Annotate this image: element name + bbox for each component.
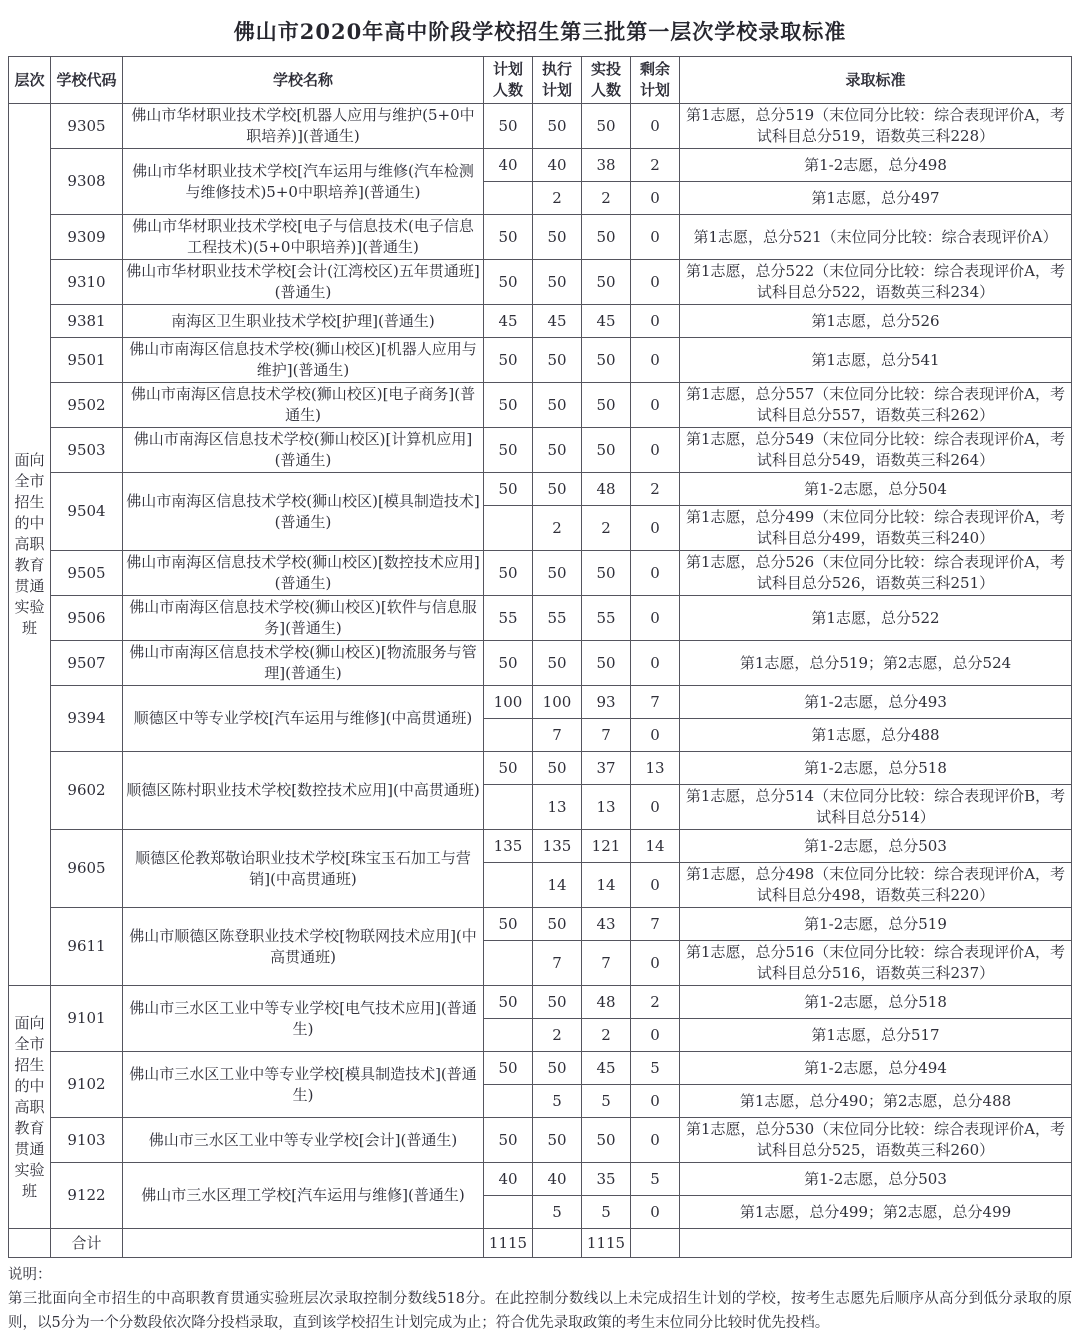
school-code-cell: 9122 [51, 1163, 123, 1229]
table-row [9, 305, 1072, 338]
plan-count-cell: 40 [484, 149, 533, 182]
admission-standard-cell: 第1-2志愿，总分503 [680, 830, 1072, 863]
admission-standard-cell: 第1志愿，总分517 [680, 1019, 1072, 1052]
plan-count-cell: 40 [484, 1163, 533, 1196]
total-label-cell: 合计 [51, 1229, 123, 1258]
actual-count-cell: 7 [582, 941, 631, 986]
actual-count-cell: 35 [582, 1163, 631, 1196]
remaining-cell: 0 [631, 641, 680, 686]
school-name-cell: 佛山市华材职业技术学校[汽车运用与维修(汽车检测与维修技术)5+0中职培养](普通生) [123, 149, 484, 215]
plan-count-cell [484, 863, 533, 908]
school-name-cell: 顺德区伦教郑敬诒职业技术学校[珠宝玉石加工与营销](中高贯通班) [123, 830, 484, 908]
table-row [9, 986, 1072, 1019]
notes-text: 第三批面向全市招生的中高职教育贯通实验班层次录取控制分数线518分。在此控制分数线以上未完成招生计划的学校，按考生志愿先后顺序从高分到低分录取的原则，以5分为一个分数段依次降分投档录取，直到该学校招生计划完成为止；符合优先录取政策的考生末位同分比较时优先投档。 [8, 1291, 1072, 1331]
admission-standard-cell: 第1-2志愿，总分519 [680, 908, 1072, 941]
school-code-cell: 9101 [51, 986, 123, 1052]
admission-standard-cell: 第1志愿，总分499（末位同分比较：综合表现评价A，考试科目总分499，语数英三科240） [680, 506, 1072, 551]
remaining-cell: 0 [631, 305, 680, 338]
remaining-cell: 0 [631, 551, 680, 596]
plan-count-cell: 50 [484, 1052, 533, 1085]
school-code-cell: 9309 [51, 215, 123, 260]
admission-standard-cell: 第1-2志愿，总分504 [680, 473, 1072, 506]
admission-standard-cell: 第1-2志愿，总分518 [680, 752, 1072, 785]
actual-count-cell: 2 [582, 1019, 631, 1052]
plan-count-cell: 50 [484, 1118, 533, 1163]
exec-plan-cell: 50 [533, 551, 582, 596]
school-code-cell: 9611 [51, 908, 123, 986]
actual-count-cell: 48 [582, 473, 631, 506]
school-code-cell: 9504 [51, 473, 123, 551]
remaining-cell: 0 [631, 506, 680, 551]
plan-count-cell: 50 [484, 338, 533, 383]
plan-count-cell [484, 719, 533, 752]
table-row [9, 215, 1072, 260]
plan-count-cell [484, 182, 533, 215]
school-name-cell: 佛山市南海区信息技术学校(狮山校区)[数控技术应用](普通生) [123, 551, 484, 596]
exec-plan-cell: 50 [533, 1052, 582, 1085]
remaining-cell: 7 [631, 908, 680, 941]
school-name-cell: 佛山市华材职业技术学校[电子与信息技术(电子信息工程技术)(5+0中职培养)](普通生) [123, 215, 484, 260]
header-remaining-plan: 剩余计划 [631, 57, 680, 104]
plan-count-cell: 50 [484, 908, 533, 941]
table-row [9, 1163, 1072, 1196]
plan-count-cell [484, 1085, 533, 1118]
exec-plan-cell: 5 [533, 1085, 582, 1118]
admission-standard-cell: 第1志愿，总分519；第2志愿，总分524 [680, 641, 1072, 686]
school-name-cell: 佛山市三水区工业中等专业学校[会计](普通生) [123, 1118, 484, 1163]
school-name-cell: 佛山市华材职业技术学校[机器人应用与维护(5+0中职培养)](普通生) [123, 104, 484, 149]
exec-plan-cell: 50 [533, 338, 582, 383]
actual-count-cell: 45 [582, 305, 631, 338]
header-school-name: 学校名称 [123, 57, 484, 104]
plan-count-cell: 50 [484, 383, 533, 428]
school-code-cell: 9381 [51, 305, 123, 338]
admission-standard-cell: 第1志愿，总分541 [680, 338, 1072, 383]
admission-standard-cell: 第1志愿，总分549（末位同分比较：综合表现评价A，考试科目总分549，语数英三科264） [680, 428, 1072, 473]
exec-plan-cell: 50 [533, 908, 582, 941]
school-name-cell: 佛山市三水区理工学校[汽车运用与维修](普通生) [123, 1163, 484, 1229]
total-remain-cell [631, 1229, 680, 1258]
header-actual-count: 实投人数 [582, 57, 631, 104]
remaining-cell: 0 [631, 1118, 680, 1163]
plan-count-cell: 50 [484, 551, 533, 596]
plan-count-cell: 50 [484, 215, 533, 260]
school-code-cell: 9308 [51, 149, 123, 215]
school-code-cell: 9394 [51, 686, 123, 752]
school-code-cell: 9503 [51, 428, 123, 473]
exec-plan-cell: 50 [533, 641, 582, 686]
actual-count-cell: 7 [582, 719, 631, 752]
school-code-cell: 9310 [51, 260, 123, 305]
table-row [9, 428, 1072, 473]
table-row [9, 908, 1072, 941]
total-level-cell [9, 1229, 51, 1258]
exec-plan-cell: 7 [533, 941, 582, 986]
actual-count-cell: 50 [582, 104, 631, 149]
remaining-cell: 2 [631, 986, 680, 1019]
table-row [9, 1052, 1072, 1085]
admission-standard-cell: 第1志愿，总分498（末位同分比较：综合表现评价A，考试科目总分498，语数英三科220） [680, 863, 1072, 908]
remaining-cell: 0 [631, 428, 680, 473]
level-cell: 面向全市招生的中高职教育贯通实验班 [9, 104, 51, 986]
school-code-cell: 9602 [51, 752, 123, 830]
exec-plan-cell: 100 [533, 686, 582, 719]
exec-plan-cell: 14 [533, 863, 582, 908]
school-name-cell: 佛山市顺德区陈登职业技术学校[物联网技术应用](中高贯通班) [123, 908, 484, 986]
table-row [9, 686, 1072, 719]
plan-count-cell [484, 1196, 533, 1229]
admission-standard-cell: 第1志愿，总分499；第2志愿，总分499 [680, 1196, 1072, 1229]
actual-count-cell: 50 [582, 641, 631, 686]
page-title: 佛山市2020年高中阶段学校招生第三批第一层次学校录取标准 [233, 19, 847, 44]
actual-count-cell: 50 [582, 383, 631, 428]
remaining-cell: 0 [631, 719, 680, 752]
school-code-cell: 9501 [51, 338, 123, 383]
admission-standard-cell: 第1-2志愿，总分494 [680, 1052, 1072, 1085]
table-row [9, 641, 1072, 686]
school-name-cell: 佛山市三水区工业中等专业学校[模具制造技术](普通生) [123, 1052, 484, 1118]
actual-count-cell: 5 [582, 1085, 631, 1118]
exec-plan-cell: 5 [533, 1196, 582, 1229]
remaining-cell: 5 [631, 1163, 680, 1196]
remaining-cell: 2 [631, 149, 680, 182]
exec-plan-cell: 50 [533, 473, 582, 506]
actual-count-cell: 50 [582, 428, 631, 473]
actual-count-cell: 14 [582, 863, 631, 908]
exec-plan-cell: 40 [533, 1163, 582, 1196]
school-name-cell: 佛山市南海区信息技术学校(狮山校区)[计算机应用](普通生) [123, 428, 484, 473]
school-code-cell: 9103 [51, 1118, 123, 1163]
level-cell: 面向全市招生的中高职教育贯通实验班 [9, 986, 51, 1229]
total-plan-cell: 1115 [484, 1229, 533, 1258]
exec-plan-cell: 50 [533, 260, 582, 305]
plan-count-cell: 50 [484, 260, 533, 305]
total-exec-cell [533, 1229, 582, 1258]
exec-plan-cell: 2 [533, 506, 582, 551]
exec-plan-cell: 50 [533, 986, 582, 1019]
remaining-cell: 0 [631, 215, 680, 260]
table-row [9, 1118, 1072, 1163]
school-code-cell: 9507 [51, 641, 123, 686]
exec-plan-cell: 2 [533, 182, 582, 215]
exec-plan-cell: 50 [533, 104, 582, 149]
exec-plan-cell: 50 [533, 428, 582, 473]
exec-plan-cell: 55 [533, 596, 582, 641]
actual-count-cell: 38 [582, 149, 631, 182]
table-row [9, 596, 1072, 641]
total-actual-cell: 1115 [582, 1229, 631, 1258]
remaining-cell: 0 [631, 260, 680, 305]
notes-section [8, 1263, 1072, 1335]
actual-count-cell: 2 [582, 182, 631, 215]
remaining-cell: 5 [631, 1052, 680, 1085]
table-row [9, 149, 1072, 182]
school-name-cell: 顺德区中等专业学校[汽车运用与维修](中高贯通班) [123, 686, 484, 752]
remaining-cell: 0 [631, 941, 680, 986]
table-row [9, 383, 1072, 428]
admission-standard-cell: 第1志愿，总分522 [680, 596, 1072, 641]
remaining-cell: 0 [631, 1019, 680, 1052]
actual-count-cell: 50 [582, 551, 631, 596]
plan-count-cell [484, 941, 533, 986]
actual-count-cell: 93 [582, 686, 631, 719]
actual-count-cell: 37 [582, 752, 631, 785]
school-code-cell: 9605 [51, 830, 123, 908]
remaining-cell: 0 [631, 863, 680, 908]
exec-plan-cell: 50 [533, 383, 582, 428]
exec-plan-cell: 135 [533, 830, 582, 863]
admission-standard-cell: 第1志愿，总分519（末位同分比较：综合表现评价A，考试科目总分519，语数英三科228） [680, 104, 1072, 149]
plan-count-cell: 100 [484, 686, 533, 719]
school-name-cell: 佛山市南海区信息技术学校(狮山校区)[软件与信息服务](普通生) [123, 596, 484, 641]
exec-plan-cell: 50 [533, 215, 582, 260]
admission-standard-cell: 第1-2志愿，总分518 [680, 986, 1072, 1019]
admission-standard-cell: 第1志愿，总分557（末位同分比较：综合表现评价A，考试科目总分557，语数英三科262） [680, 383, 1072, 428]
header-school-code: 学校代码 [51, 57, 123, 104]
total-row [9, 1229, 1072, 1258]
school-name-cell: 佛山市三水区工业中等专业学校[电气技术应用](普通生) [123, 986, 484, 1052]
remaining-cell: 2 [631, 473, 680, 506]
actual-count-cell: 43 [582, 908, 631, 941]
actual-count-cell: 13 [582, 785, 631, 830]
school-name-cell: 佛山市南海区信息技术学校(狮山校区)[机器人应用与维护](普通生) [123, 338, 484, 383]
plan-count-cell: 45 [484, 305, 533, 338]
remaining-cell: 0 [631, 785, 680, 830]
actual-count-cell: 50 [582, 215, 631, 260]
school-name-cell: 佛山市南海区信息技术学校(狮山校区)[物流服务与管理](普通生) [123, 641, 484, 686]
notes-label: 说明： [8, 1267, 52, 1283]
table-row [9, 551, 1072, 596]
table-row [9, 752, 1072, 785]
total-standard-cell [680, 1229, 1072, 1258]
admission-standard-cell: 第1志愿，总分490；第2志愿，总分488 [680, 1085, 1072, 1118]
table-row [9, 260, 1072, 305]
school-code-cell: 9506 [51, 596, 123, 641]
plan-count-cell: 50 [484, 641, 533, 686]
school-name-cell: 佛山市南海区信息技术学校(狮山校区)[模具制造技术](普通生) [123, 473, 484, 551]
actual-count-cell: 50 [582, 1118, 631, 1163]
plan-count-cell: 135 [484, 830, 533, 863]
admission-standard-cell: 第1志愿，总分516（末位同分比较：综合表现评价A，考试科目总分516，语数英三科237） [680, 941, 1072, 986]
school-code-cell: 9505 [51, 551, 123, 596]
admission-standards-table [8, 56, 1072, 1258]
admission-standard-cell: 第1-2志愿，总分493 [680, 686, 1072, 719]
exec-plan-cell: 7 [533, 719, 582, 752]
school-code-cell: 9102 [51, 1052, 123, 1118]
admission-standard-cell: 第1志愿，总分530（末位同分比较：综合表现评价A，考试科目总分525，语数英三科260） [680, 1118, 1072, 1163]
table-row [9, 338, 1072, 383]
plan-count-cell: 50 [484, 473, 533, 506]
plan-count-cell: 50 [484, 986, 533, 1019]
actual-count-cell: 55 [582, 596, 631, 641]
exec-plan-cell: 45 [533, 305, 582, 338]
plan-count-cell [484, 1019, 533, 1052]
remaining-cell: 0 [631, 1085, 680, 1118]
exec-plan-cell: 50 [533, 752, 582, 785]
exec-plan-cell: 2 [533, 1019, 582, 1052]
plan-count-cell: 50 [484, 752, 533, 785]
actual-count-cell: 2 [582, 506, 631, 551]
remaining-cell: 0 [631, 338, 680, 383]
school-name-cell: 佛山市华材职业技术学校[会计(江湾校区)五年贯通班](普通生) [123, 260, 484, 305]
remaining-cell: 13 [631, 752, 680, 785]
remaining-cell: 7 [631, 686, 680, 719]
table-header-row [9, 57, 1072, 104]
actual-count-cell: 45 [582, 1052, 631, 1085]
plan-count-cell: 50 [484, 428, 533, 473]
admission-standard-cell: 第1志愿，总分526（末位同分比较：综合表现评价A，考试科目总分526，语数英三科251） [680, 551, 1072, 596]
school-name-cell: 南海区卫生职业技术学校[护理](普通生) [123, 305, 484, 338]
admission-standard-cell: 第1志愿，总分497 [680, 182, 1072, 215]
table-row [9, 473, 1072, 506]
header-exec-plan: 执行计划 [533, 57, 582, 104]
header-admission-standard: 录取标准 [680, 57, 1072, 104]
school-code-cell: 9305 [51, 104, 123, 149]
plan-count-cell: 55 [484, 596, 533, 641]
exec-plan-cell: 13 [533, 785, 582, 830]
admission-standard-cell: 第1志愿，总分488 [680, 719, 1072, 752]
admission-standard-cell: 第1-2志愿，总分503 [680, 1163, 1072, 1196]
total-name-cell [123, 1229, 484, 1258]
actual-count-cell: 50 [582, 260, 631, 305]
actual-count-cell: 5 [582, 1196, 631, 1229]
remaining-cell: 0 [631, 596, 680, 641]
remaining-cell: 0 [631, 182, 680, 215]
admission-standard-cell: 第1-2志愿，总分498 [680, 149, 1072, 182]
remaining-cell: 0 [631, 104, 680, 149]
header-plan-count: 计划人数 [484, 57, 533, 104]
table-row [9, 104, 1072, 149]
plan-count-cell [484, 785, 533, 830]
exec-plan-cell: 50 [533, 1118, 582, 1163]
remaining-cell: 0 [631, 383, 680, 428]
school-name-cell: 顺德区陈村职业技术学校[数控技术应用](中高贯通班) [123, 752, 484, 830]
exec-plan-cell: 40 [533, 149, 582, 182]
remaining-cell: 0 [631, 1196, 680, 1229]
header-level: 层次 [9, 57, 51, 104]
admission-standard-cell: 第1志愿，总分514（末位同分比较：综合表现评价B，考试科目总分514） [680, 785, 1072, 830]
remaining-cell: 14 [631, 830, 680, 863]
actual-count-cell: 50 [582, 338, 631, 383]
actual-count-cell: 121 [582, 830, 631, 863]
admission-standard-cell: 第1志愿，总分526 [680, 305, 1072, 338]
actual-count-cell: 48 [582, 986, 631, 1019]
admission-standard-cell: 第1志愿，总分521（末位同分比较：综合表现评价A） [680, 215, 1072, 260]
plan-count-cell: 50 [484, 104, 533, 149]
admission-standard-cell: 第1志愿，总分522（末位同分比较：综合表现评价A，考试科目总分522，语数英三科234） [680, 260, 1072, 305]
table-row [9, 830, 1072, 863]
school-code-cell: 9502 [51, 383, 123, 428]
plan-count-cell [484, 506, 533, 551]
school-name-cell: 佛山市南海区信息技术学校(狮山校区)[电子商务](普通生) [123, 383, 484, 428]
